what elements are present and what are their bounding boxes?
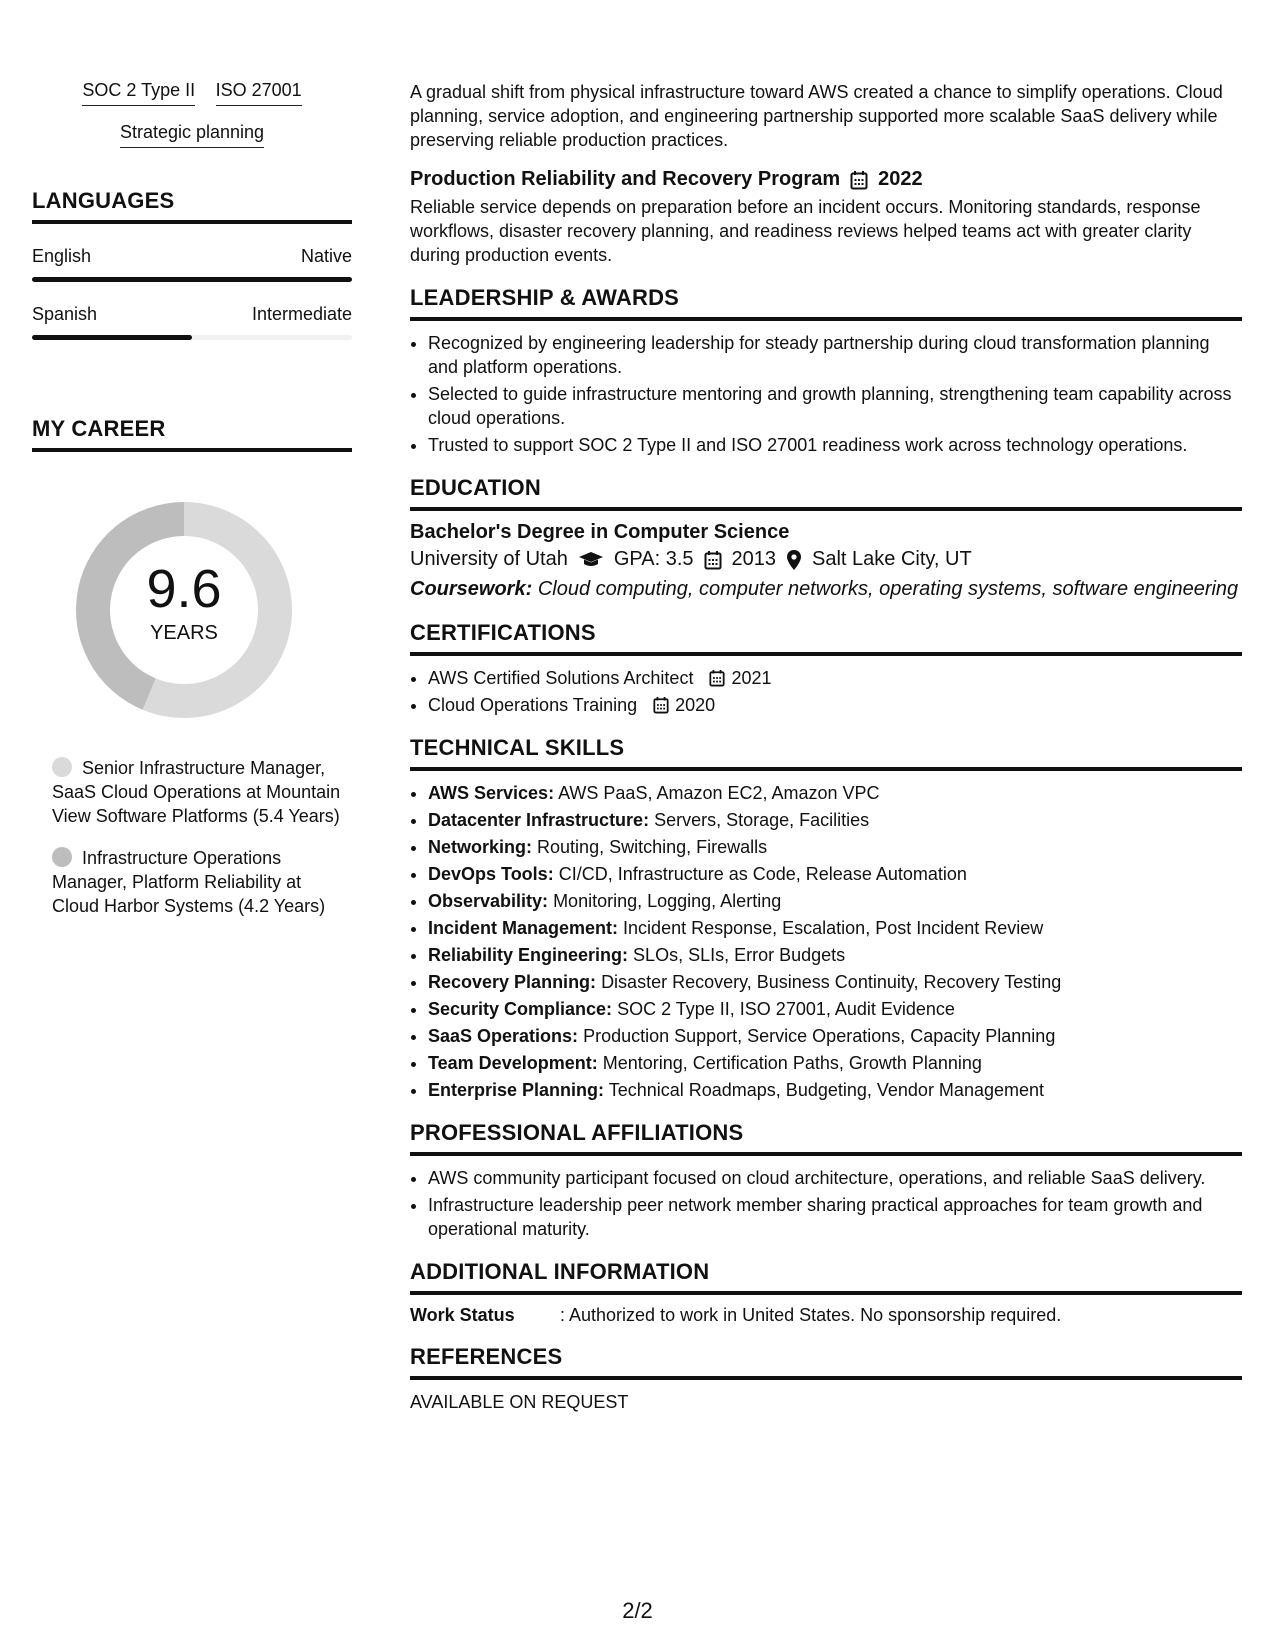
- work-status-row: [410, 1305, 1242, 1326]
- career-role-text: Senior Infrastructure Manager, SaaS Cloud Operations at Mountain View Software Platforms (5.4 Years): [52, 758, 341, 826]
- skill-label: Observability:: [428, 891, 549, 911]
- career-heading: MY CAREER: [32, 416, 352, 452]
- skill-value: Monitoring, Logging, Alerting: [553, 891, 782, 911]
- skill-label: Incident Management:: [428, 918, 619, 938]
- skill-label: Security Compliance:: [428, 999, 613, 1019]
- language-bar-fill: [32, 277, 352, 282]
- skill-item: [428, 1024, 1242, 1048]
- certification-item: [428, 666, 1242, 690]
- skill-label: Recovery Planning:: [428, 972, 597, 992]
- skill-item: [428, 970, 1242, 994]
- leadership-heading: LEADERSHIP & AWARDS: [410, 285, 1242, 321]
- certification-name: • Cloud Operations Training: [428, 695, 638, 715]
- additional-info-heading: ADDITIONAL INFORMATION: [410, 1259, 1242, 1295]
- list-item: • Trusted to support SOC 2 Type II and ISO 27001 readiness work across technology operations.: [428, 433, 1242, 457]
- skill-label: AWS Services:: [428, 783, 555, 803]
- graduation-cap-icon: [578, 551, 604, 569]
- school: University of Utah: [410, 548, 568, 570]
- education-heading: EDUCATION: [410, 475, 1242, 511]
- certifications-list: [410, 666, 1242, 717]
- work-status-label: Work Status: [410, 1305, 515, 1325]
- certification-year: 2021: [731, 668, 772, 688]
- skill-value: Servers, Storage, Facilities: [654, 810, 870, 830]
- project-year: 2022: [878, 168, 923, 190]
- sidebar: [32, 80, 352, 918]
- legend-dot: [52, 757, 72, 777]
- tag: SOC 2 Type II: [82, 80, 195, 106]
- leadership-list: [410, 331, 1242, 457]
- skill-value: AWS PaaS, Amazon EC2, Amazon VPC: [558, 783, 880, 803]
- affiliations-list: [410, 1166, 1242, 1241]
- skill-value: Disaster Recovery, Business Continuity, Recovery Testing: [601, 972, 1062, 992]
- skill-value: Incident Response, Escalation, Post Incident Review: [623, 918, 1044, 938]
- career-role: [52, 846, 342, 918]
- references-text: AVAILABLE ON REQUEST: [410, 1392, 629, 1412]
- affiliations-heading: PROFESSIONAL AFFILIATIONS: [410, 1120, 1242, 1156]
- page-number: 2/2: [622, 1598, 653, 1623]
- intro-paragraph: A gradual shift from physical infrastructure toward AWS created a chance to simplify operations. Cloud planning, service adoption, and engineering partnership supported more scalable SaaS delivery while preserving reliable production practices.: [410, 82, 1223, 150]
- skill-item: [428, 889, 1242, 913]
- calendar-icon: [709, 669, 725, 687]
- skill-label: Team Development:: [428, 1053, 598, 1073]
- tag: Strategic planning: [120, 122, 264, 148]
- skill-value: CI/CD, Infrastructure as Code, Release Automation: [558, 864, 967, 884]
- gpa: GPA: 3.5: [613, 548, 694, 570]
- career-years-unit: YEARS: [150, 622, 218, 644]
- skill-label: Enterprise Planning:: [428, 1080, 605, 1100]
- work-status-value: : Authorized to work in United States. No sponsorship required.: [560, 1305, 1062, 1325]
- certification-name: • AWS Certified Solutions Architect: [428, 668, 694, 688]
- calendar-icon: [850, 170, 868, 190]
- skill-value: SLOs, SLIs, Error Budgets: [633, 945, 846, 965]
- certification-year: 2020: [675, 695, 716, 715]
- main-content: [410, 80, 1242, 1414]
- legend-dot: [52, 847, 72, 867]
- skill-value: Mentoring, Certification Paths, Growth Planning: [602, 1053, 982, 1073]
- language-name: Spanish: [32, 304, 98, 324]
- language-name: English: [32, 246, 92, 266]
- project-title-row: [410, 168, 1242, 191]
- skill-label: Reliability Engineering:: [428, 945, 629, 965]
- school-location: Salt Lake City, UT: [812, 548, 972, 570]
- language-bar-fill: [32, 335, 192, 340]
- list-item: • Recognized by engineering leadership for steady partnership during cloud transformation planning and platform operations.: [428, 331, 1242, 379]
- coursework: [410, 577, 1242, 602]
- list-item: • Selected to guide infrastructure mentoring and growth planning, strengthening team capability across cloud operations.: [428, 382, 1242, 430]
- project-description: Reliable service depends on preparation before an incident occurs. Monitoring standards, response workflows, disaster recovery planning, and readiness reviews helped teams act with greater clarity during production events.: [410, 197, 1201, 265]
- calendar-icon: [653, 696, 669, 714]
- skill-item: [428, 1078, 1242, 1102]
- languages-heading: LANGUAGES: [32, 188, 352, 224]
- skills-heading: TECHNICAL SKILLS: [410, 735, 1242, 771]
- language-level: Native: [300, 246, 352, 266]
- skill-item: [428, 835, 1242, 859]
- degree: Bachelor's Degree in Computer Science: [410, 521, 790, 543]
- skill-label: SaaS Operations:: [428, 1026, 579, 1046]
- certification-item: [428, 693, 1242, 717]
- skill-item: [428, 808, 1242, 832]
- skill-value: Production Support, Service Operations, Capacity Planning: [583, 1026, 1056, 1046]
- career-role-text: Infrastructure Operations Manager, Platform Reliability at Cloud Harbor Systems (4.2 Years): [52, 848, 326, 916]
- skill-item: [428, 997, 1242, 1021]
- skill-label: DevOps Tools:: [428, 864, 554, 884]
- language-item: [32, 304, 352, 340]
- certifications-heading: CERTIFICATIONS: [410, 620, 1242, 656]
- project-title: Production Reliability and Recovery Program: [410, 168, 841, 190]
- skills-list: [410, 781, 1242, 1102]
- tags-row: [32, 80, 352, 106]
- language-item: [32, 246, 352, 282]
- career-total-years: 9.6: [146, 559, 222, 619]
- language-bar: [32, 335, 352, 340]
- language-bar: [32, 277, 352, 282]
- coursework-text: Cloud computing, computer networks, operating systems, software engineering: [537, 578, 1239, 600]
- references-heading: REFERENCES: [410, 1344, 1242, 1380]
- calendar-icon: [704, 550, 722, 570]
- skill-item: [428, 916, 1242, 940]
- language-level: Intermediate: [251, 304, 352, 324]
- list-item: • AWS community participant focused on cloud architecture, operations, and reliable SaaS delivery.: [428, 1166, 1242, 1190]
- tag: ISO 27001: [216, 80, 302, 106]
- skill-value: SOC 2 Type II, ISO 27001, Audit Evidence: [617, 999, 955, 1019]
- skill-item: [428, 781, 1242, 805]
- skill-label: Datacenter Infrastructure:: [428, 810, 650, 830]
- skill-value: Routing, Switching, Firewalls: [537, 837, 768, 857]
- skill-value: Technical Roadmaps, Budgeting, Vendor Management: [608, 1080, 1044, 1100]
- skill-label: Networking:: [428, 837, 533, 857]
- career-role: [52, 756, 342, 828]
- tags-row: [32, 122, 352, 148]
- skill-item: [428, 862, 1242, 886]
- education-details: [410, 548, 1242, 571]
- coursework-label: Coursework:: [410, 578, 533, 600]
- career-donut-chart: [64, 490, 304, 730]
- graduation-year: 2013: [731, 548, 777, 570]
- skill-item: [428, 943, 1242, 967]
- location-pin-icon: [786, 549, 802, 571]
- list-item: • Infrastructure leadership peer network member sharing practical approaches for team growth and operational maturity.: [428, 1193, 1242, 1241]
- skill-item: [428, 1051, 1242, 1075]
